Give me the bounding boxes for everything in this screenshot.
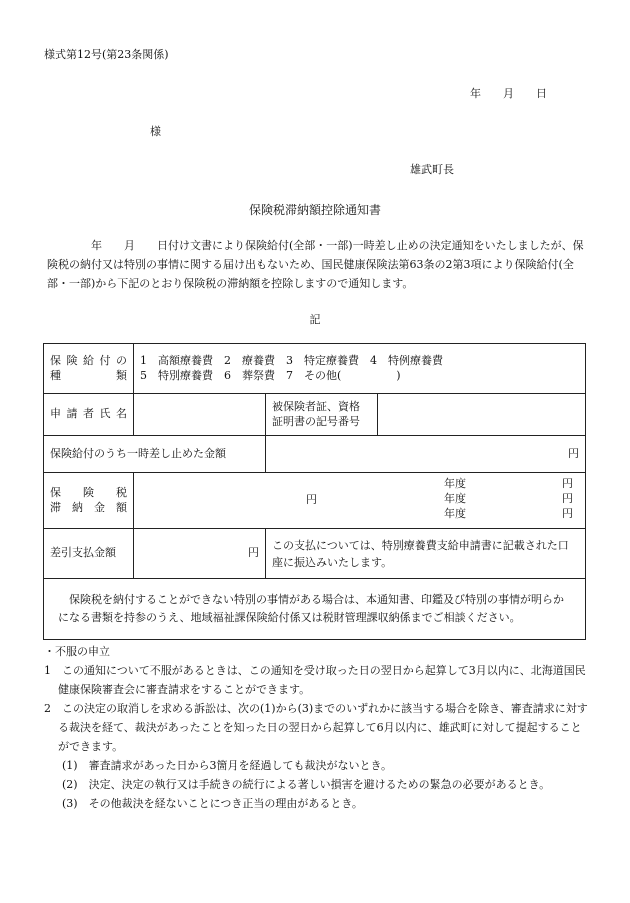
fiscal-year-2-yen: 円 bbox=[562, 491, 573, 505]
form-number: 様式第12号(第23条関係) bbox=[44, 48, 169, 61]
benefit-type-label: 保険給付の 種類 bbox=[44, 344, 134, 394]
withheld-amount: 円 bbox=[266, 436, 586, 473]
appeal-sub-2: (2) 決定、決定の執行又は手続きの続行による著しい損害を避けるための緊急の必要があるとき。 bbox=[62, 778, 551, 791]
applicant-label: 申請者氏名 bbox=[44, 394, 134, 436]
fiscal-year-3: 年度 bbox=[444, 506, 466, 520]
fiscal-year-1: 年度 bbox=[444, 476, 466, 490]
appeal-item-2: 2 この決定の取消しを求める訴訟は、次の(1)から(3)までのいずれかに該当する場合を除き、審査請求に対する裁決を経て、裁決があったことを知った日の翌日から起算して6月以内に、雄武町に対して提起することができます。 bbox=[44, 702, 588, 753]
issue-date: 年 月 日 bbox=[470, 87, 547, 100]
insured-id-label: 被保険者証、資格 証明書の記号番号 bbox=[266, 394, 378, 436]
body-text: 年 月 日付け文書により保険給付(全部・一部)一時差し止めの決定通知をいたしましたが、保険税の納付又は特別の事情に関する届け出もないため、国民健康保険法第63条の2第3項により保険給付(全部・一部)から下記のとおり保険税の滞納額を控除しますので通知します。 bbox=[47, 239, 584, 290]
arrears-total-yen: 円 bbox=[306, 492, 317, 506]
withheld-row bbox=[44, 436, 586, 473]
appeal-heading: ・不服の申立 bbox=[44, 645, 110, 658]
appeal-sub-1: (1) 審査請求があった日から3箇月を経過しても裁決がないとき。 bbox=[62, 759, 393, 772]
withheld-label: 保険給付のうち一時差し止めた金額 bbox=[44, 436, 266, 473]
appeal-sub-3: (3) その他裁決を経ないことにつき正当の理由があるとき。 bbox=[62, 797, 363, 810]
net-payment-amount: 円 bbox=[134, 529, 266, 579]
net-payment-note: この支払については、特別療養費支給申請書に記載された口座に振込みいたします。 bbox=[266, 529, 586, 579]
arrears-amounts bbox=[134, 473, 586, 529]
ki-mark: 記 bbox=[309, 313, 321, 326]
arrears-label: 保険税 滞納金額 bbox=[44, 473, 134, 529]
fiscal-year-2: 年度 bbox=[444, 491, 466, 505]
document-title: 保険税滞納額控除通知書 bbox=[248, 203, 381, 217]
applicant-row bbox=[44, 394, 586, 436]
addressee: 様 bbox=[150, 125, 161, 138]
fiscal-year-1-yen: 円 bbox=[562, 476, 573, 490]
benefit-types-line1: 1 高額療養費 2 療養費 3 特定療養費 4 特例療養費 bbox=[140, 353, 443, 367]
net-payment-label: 差引支払金額 bbox=[44, 529, 134, 579]
applicant-name-field bbox=[134, 394, 266, 436]
sender: 雄武町長 bbox=[410, 163, 454, 176]
benefit-type-options bbox=[134, 344, 586, 394]
benefit-type-row bbox=[44, 344, 586, 394]
benefit-types-line2: 5 特別療養費 6 葬祭費 7 その他( ) bbox=[140, 368, 401, 382]
consultation-notice: 保険税を納付することができない特別の事情がある場合は、本通知書、印鑑及び特別の事情が明らかになる書類を持参のうえ、地域福祉課保険給付係又は税財管理課収納係までご相談ください。 bbox=[44, 579, 586, 640]
insured-id-field bbox=[378, 394, 586, 436]
notice-row bbox=[44, 579, 586, 640]
appeal-section bbox=[44, 642, 590, 813]
arrears-row bbox=[44, 473, 586, 529]
fiscal-year-3-yen: 円 bbox=[562, 506, 573, 520]
deduction-table bbox=[43, 343, 586, 640]
net-payment-row bbox=[44, 529, 586, 579]
appeal-item-1: 1 この通知について不服があるときは、この通知を受け取った日の翌日から起算して3月以内に、北海道国民健康保険審査会に審査請求をすることができます。 bbox=[44, 664, 586, 696]
